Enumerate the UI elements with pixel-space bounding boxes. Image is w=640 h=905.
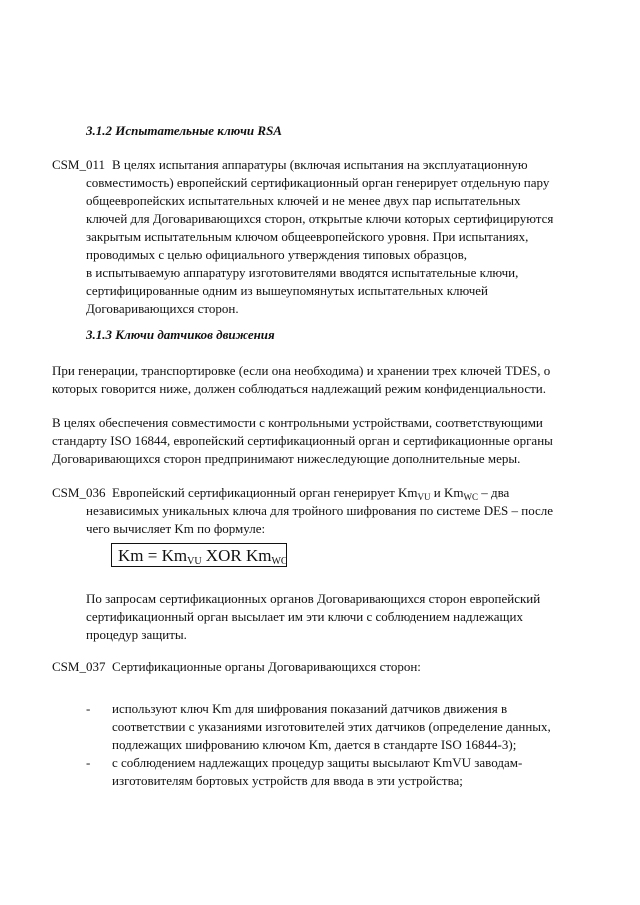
formula-equals: = xyxy=(143,546,162,565)
formula-subscript-vu: VU xyxy=(187,556,202,567)
text-line: совместимость) европейский сертификационный орган генерирует отдельную пару xyxy=(86,175,550,190)
requirement-code-csm-036: CSM_036 xyxy=(52,485,106,500)
formula-box xyxy=(111,543,287,567)
formula-km: Km xyxy=(118,546,144,565)
text-line: закрытым испытательным ключом общеевропейского уровня. При испытаниях, xyxy=(86,229,529,244)
section-heading-3-1-3: 3.1.3 Ключи датчиков движения xyxy=(86,327,275,342)
bullet-item-distribution xyxy=(112,754,522,790)
formula-km-wc: Km xyxy=(245,546,272,565)
text-line: чего вычисляет Km по формуле: xyxy=(86,521,266,536)
text-line: с соблюдением надлежащих процедур защиты высылают KmVU заводам- xyxy=(112,755,523,770)
requirement-text-csm-036-cont xyxy=(86,502,553,538)
section-heading-3-1-2: 3.1.2 Испытательные ключи RSA xyxy=(86,123,282,138)
paragraph-compatibility xyxy=(52,414,553,468)
text-segment: – два xyxy=(477,485,510,500)
text-line: В целях испытания аппаратуры (включая испытания на эксплуатационную xyxy=(112,157,528,172)
text-line: соответствии с указаниями изготовителей этих датчиков (определение данных, xyxy=(112,719,551,734)
paragraph-confidentiality xyxy=(52,362,550,398)
formula-km-vu: Km xyxy=(161,546,188,565)
requirement-text-csm-011-cont xyxy=(86,174,553,318)
text-line: общеевропейских испытательных ключей и не менее двух пар испытательных xyxy=(86,193,521,208)
requirement-code-csm-037: CSM_037 xyxy=(52,659,106,674)
subscript-vu: VU xyxy=(417,492,431,502)
formula-subscript-wc: WC xyxy=(271,556,288,567)
text-line: используют ключ Km для шифрования показаний датчиков движения в xyxy=(112,701,508,716)
text-line: По запросам сертификационных органов Договаривающихся сторон европейский xyxy=(86,591,541,606)
paragraph-key-distribution xyxy=(86,590,540,644)
text-line: которых говорится ниже, должен соблюдаться надлежащий режим конфиденциальности. xyxy=(52,381,546,396)
bullet-dash: - xyxy=(86,755,91,770)
text-line: проводимых с целью официального утверждения типовых образцов, xyxy=(86,247,467,262)
text-line: Договаривающихся сторон. xyxy=(86,301,239,316)
text-line: в испытываемую аппаратуру изготовителями вводятся испытательные ключи, xyxy=(86,265,519,280)
text-line: ключей для Договаривающихся сторон, открытые ключи которых сертифицируются xyxy=(86,211,554,226)
text-line: При генерации, транспортировке (если она необходима) и хранении трех ключей TDES, о xyxy=(52,363,551,378)
text-line: подлежащих шифрованию ключом Km, дается в стандарте ISO 16844-3); xyxy=(112,737,517,752)
text-line: Договаривающихся сторон предпринимают нижеследующие дополнительные меры. xyxy=(52,451,521,466)
requirement-text-csm-037: Сертификационные органы Договаривающихся сторон: xyxy=(112,659,421,674)
km-symbol: Km xyxy=(398,485,418,500)
bullet-item-encryption xyxy=(112,700,551,754)
text-line: независимых уникальных ключа для тройного шифрования по системе DES – после xyxy=(86,503,554,518)
text-segment: и xyxy=(430,485,444,500)
text-line: сертификационный орган высылает им эти ключи с соблюдением надлежащих xyxy=(86,609,523,624)
text-line: В целях обеспечения совместимости с контрольными устройствами, соответствующими xyxy=(52,415,543,430)
text-line: стандарту ISO 16844, европейский сертификационный орган и сертификационные органы xyxy=(52,433,553,448)
text-segment: Европейский сертификационный орган генерирует xyxy=(112,485,398,500)
subscript-wc: WC xyxy=(463,492,478,502)
bullet-dash: - xyxy=(86,701,91,716)
requirement-text-csm-011 xyxy=(112,156,528,174)
formula-xor: XOR xyxy=(201,546,246,565)
km-symbol: Km xyxy=(443,485,464,500)
text-line: процедур защиты. xyxy=(86,627,187,642)
text-line: изготовителям бортовых устройств для ввода в эти устройства; xyxy=(112,773,463,788)
text-line: сертифицированные одним из вышеупомянутых испытательных ключей xyxy=(86,283,488,298)
requirement-code-csm-011: CSM_011 xyxy=(52,157,105,172)
